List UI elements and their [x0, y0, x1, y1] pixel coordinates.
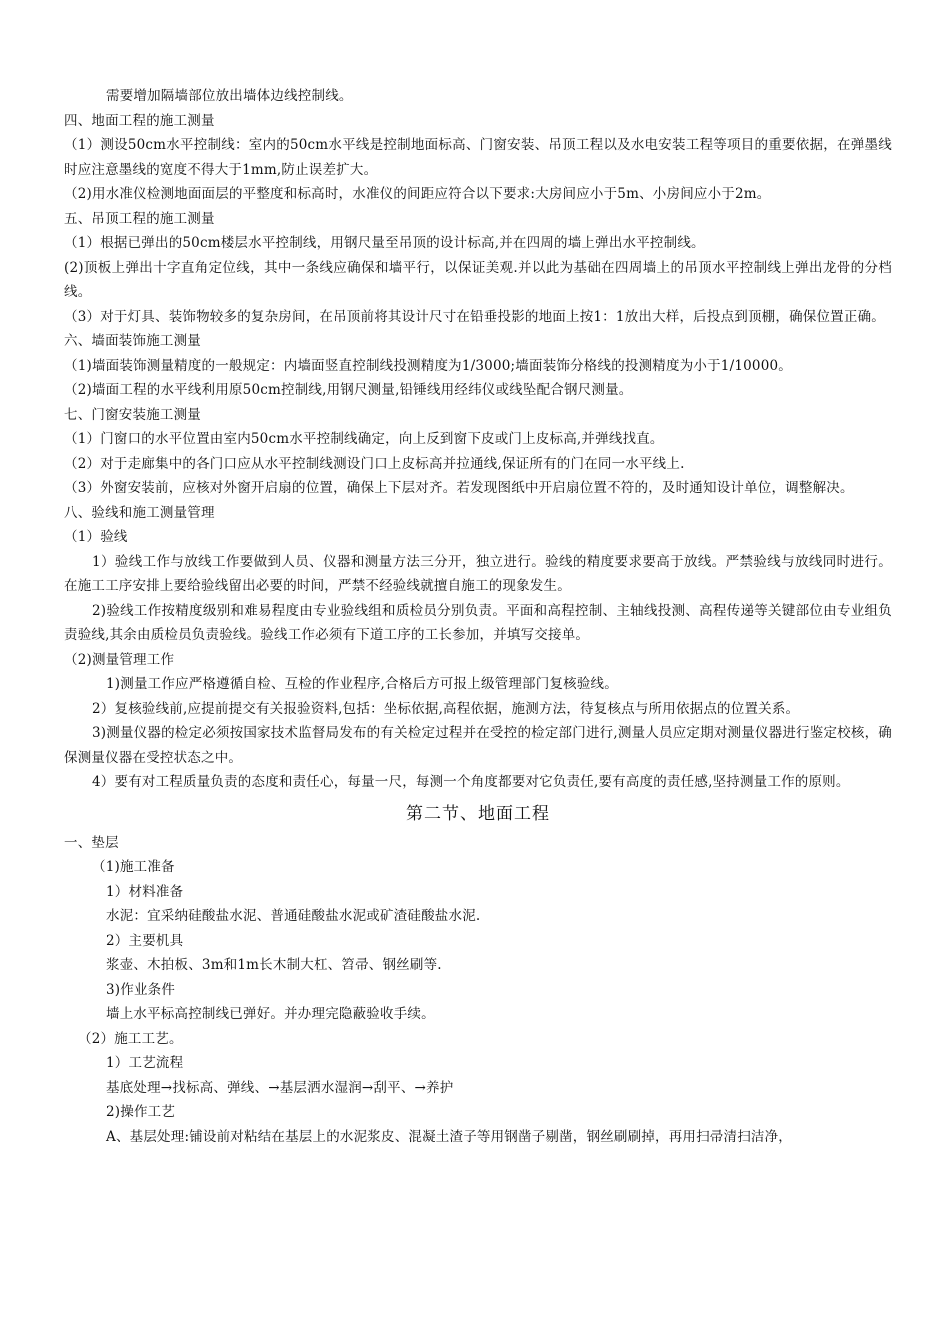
- paragraph: 八、验线和施工测量管理: [64, 504, 215, 521]
- paragraph: 2）复核验线前,应提前提交有关报验资料,包括：坐标依据,高程依据，施测方法，待复核点与所用依据点的位置关系。: [92, 700, 800, 717]
- paragraph: 1）验线工作与放线工作要做到人员、仪器和测量方法三分开，独立进行。验线的精度要求要高于放线。严禁验线与放线同时进行。在施工工序安排上要给验线留出必要的时间，严禁不经验线就擅自施工的现象发生。: [64, 553, 892, 594]
- paragraph: （1)施工准备: [92, 859, 175, 875]
- paragraph: 七、门窗安装施工测量: [64, 406, 201, 423]
- paragraph: 需要增加隔墙部位放出墙体边线控制线。: [106, 88, 353, 104]
- paragraph: 一、垫层: [64, 834, 119, 851]
- paragraph: 4）要有对工程质量负责的态度和责任心，每量一尺，每测一个角度都要对它负责任,要有高度的责任感,坚持测量工作的原则。: [92, 774, 850, 790]
- paragraph: 墙上水平标高控制线已弹好。并办理完隐蔽验收手续。: [106, 1006, 435, 1022]
- paragraph: （2)墙面工程的水平线利用原50cm控制线,用钢尺测量,铅锤线用经纬仪或线坠配合钢尺测量。: [64, 382, 633, 398]
- paragraph: （1）验线: [64, 529, 128, 545]
- paragraph: 3)测量仪器的检定必须按国家技术监督局发布的有关检定过程并在受控的检定部门进行,测量人员应定期对测量仪器进行鉴定校核，确保测量仪器在受控状态之中。: [64, 725, 892, 766]
- paragraph: （2）对于走廊集中的各门口应从水平控制线测设门口上皮标高并拉通线,保证所有的门在同一水平线上.: [64, 455, 685, 472]
- paragraph: 六、墙面装饰施工测量: [64, 333, 201, 349]
- paragraph: （2）施工工艺。: [78, 1030, 183, 1047]
- paragraph: 3)作业条件: [106, 981, 176, 998]
- paragraph: A、基层处理:铺设前对粘结在基层上的水泥浆皮、混凝土渣子等用钢凿子剔凿，钢丝刷刷掉，再用扫帚清扫洁净，: [106, 1128, 792, 1145]
- paragraph: （1）根据已弹出的50cm楼层水平控制线，用钢尺量至吊顶的设计标高,并在四周的墙上弹出水平控制线。: [64, 235, 705, 251]
- paragraph: 2）主要机具: [106, 932, 184, 949]
- paragraph: 2)验线工作按精度级别和难易程度由专业验线组和质检员分别负责。平面和高程控制、主轴线投测、高程传递等关键部位由专业组负责验线,其余由质检员负责验线。验线工作必须有下道工序的工长参加，并填写交接单。: [64, 602, 892, 643]
- paragraph: （1）测设50cm水平控制线：室内的50cm水平线是控制地面标高、门窗安装、吊顶工程以及水电安装工程等项目的重要依据，在弹墨线时应注意墨线的宽度不得大于1mm,防止误差扩大。: [64, 137, 892, 178]
- paragraph: 基底处理→找标高、弹线、→基层洒水湿润→刮平、→养护: [106, 1079, 454, 1096]
- paragraph: 水泥：宜采纳硅酸盐水泥、普通硅酸盐水泥或矿渣硅酸盐水泥.: [106, 908, 481, 924]
- paragraph: 1）材料准备: [106, 883, 184, 900]
- paragraph: （2)测量管理工作: [64, 651, 175, 668]
- paragraph: （1)墙面装饰测量精度的一般规定：内墙面竖直控制线投测精度为1/3000;墙面装饰分格线的投测精度为小于1/10000。: [64, 357, 792, 374]
- paragraph: （3）外窗安装前，应核对外窗开启扇的位置，确保上下层对齐。若发现图纸中开启扇位置不符的，及时通知设计单位，调整解决。: [64, 480, 854, 496]
- paragraph: 五、吊顶工程的施工测量: [64, 210, 215, 227]
- paragraph: 1)测量工作应严格遵循自检、互检的作业程序,合格后方可报上级管理部门复核验线。: [106, 676, 618, 692]
- paragraph: 四、地面工程的施工测量: [64, 112, 215, 129]
- paragraph: (2)顶板上弹出十字直角定位线，其中一条线应确保和墙平行，以保证美观.并以此为基础在四周墙上的吊顶水平控制线上弹出龙骨的分档线。: [64, 259, 892, 300]
- paragraph: 2)操作工艺: [106, 1104, 176, 1120]
- paragraph: 1）工艺流程: [106, 1055, 184, 1071]
- section-heading: 第二节、地面工程: [406, 803, 550, 824]
- paragraph: （2)用水准仪检测地面面层的平整度和标高时，水准仪的间距应符合以下要求:大房间应小于5m、小房间应小于2m。: [64, 186, 771, 202]
- paragraph: 浆壶、木拍板、3m和1m长木制大杠、笤帚、钢丝刷等.: [106, 957, 442, 973]
- paragraph: （1）门窗口的水平位置由室内50cm水平控制线确定，向上反到窗下皮或门上皮标高,并弹线找直。: [64, 431, 664, 447]
- paragraph: （3）对于灯具、装饰物较多的复杂房间，在吊顶前将其设计尺寸在铅垂投影的地面上按1：1放出大样，后投点到顶棚，确保位置正确。: [64, 308, 885, 325]
